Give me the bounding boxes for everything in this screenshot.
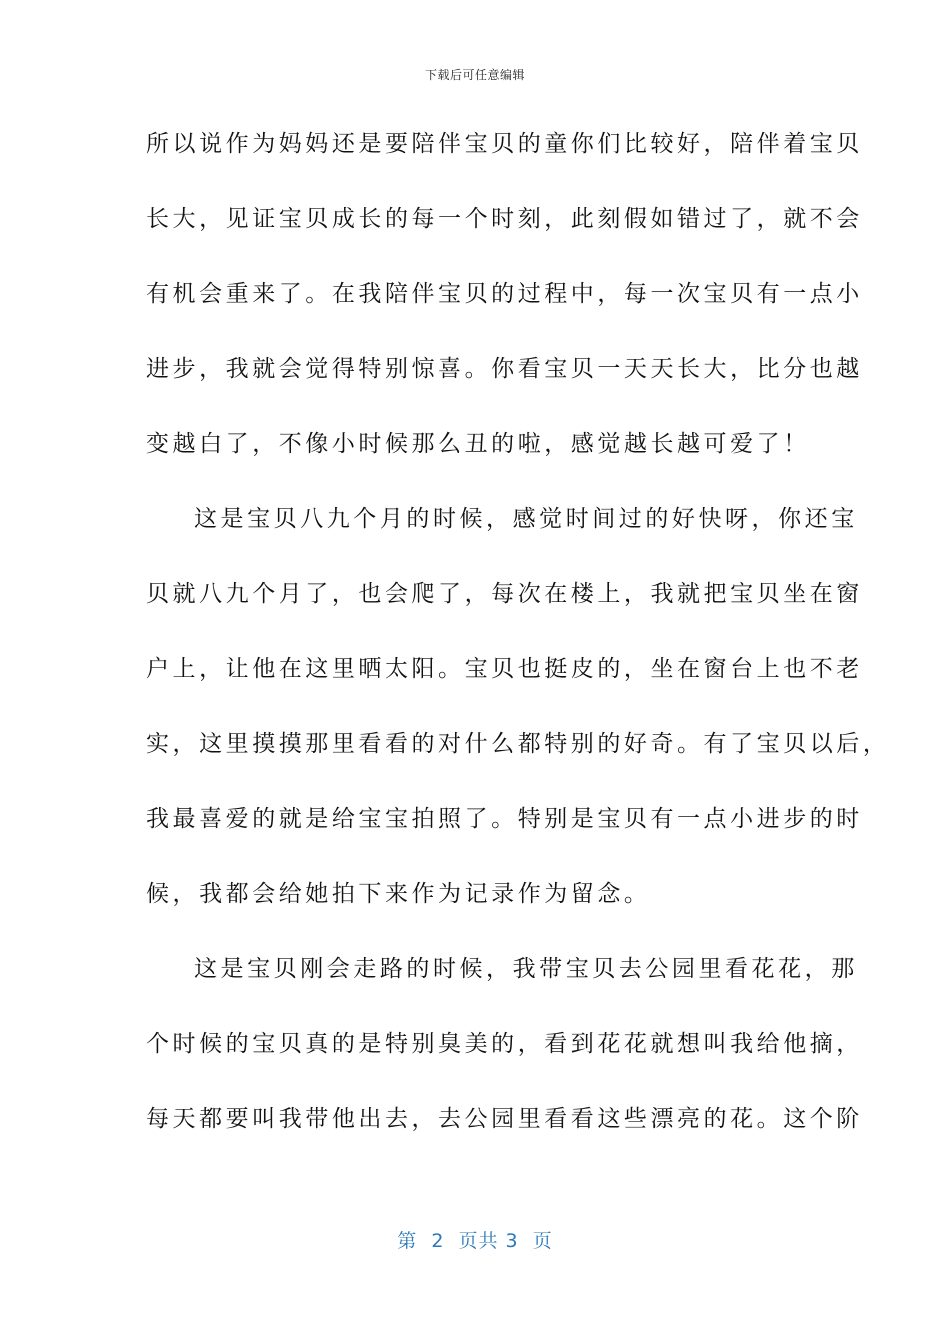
body-line: 所以说作为妈妈还是要陪伴宝贝的童你们比较好，陪伴着宝贝 [146,131,863,157]
header-note: 下载后可任意编辑 [424,68,525,82]
body-line: 候，我都会给她拍下来作为记录作为留念。 [146,881,651,907]
body-line: 有机会重来了。在我陪伴宝贝的过程中，每一次宝贝有一点小 [146,281,863,307]
body-line: 进步，我就会觉得特别惊喜。你看宝贝一天天长大，比分也越 [146,356,863,382]
body-line: 长大，见证宝贝成长的每一个时刻，此刻假如错过了，就不会 [146,206,863,232]
body-line: 我最喜爱的就是给宝宝拍照了。特别是宝贝有一点小进步的时 [146,806,863,832]
paragraph-first-line: 这是宝贝八九个月的时候，感觉时间过的好快呀，你还宝 [194,506,858,532]
body-line: 贝就八九个月了，也会爬了，每次在楼上，我就把宝贝坐在窗 [146,581,863,607]
body-line: 实，这里摸摸那里看看的对什么都特别的好奇。有了宝贝以后， [146,731,890,757]
paragraph-first-line: 这是宝贝刚会走路的时候，我带宝贝去公园里看花花，那 [194,956,858,982]
body-line: 每天都要叫我带他出去，去公园里看看这些漂亮的花。这个阶 [146,1106,863,1132]
body-line: 个时候的宝贝真的是特别臭美的，看到花花就想叫我给他摘， [146,1031,863,1057]
body-line: 户上，让他在这里晒太阳。宝贝也挺皮的，坐在窗台上也不老 [146,656,863,682]
body-line: 变越白了，不像小时候那么丑的啦，感觉越长越可爱了！ [146,431,810,457]
page-number-footer: 第 2 页共 3 页 [397,1230,553,1252]
